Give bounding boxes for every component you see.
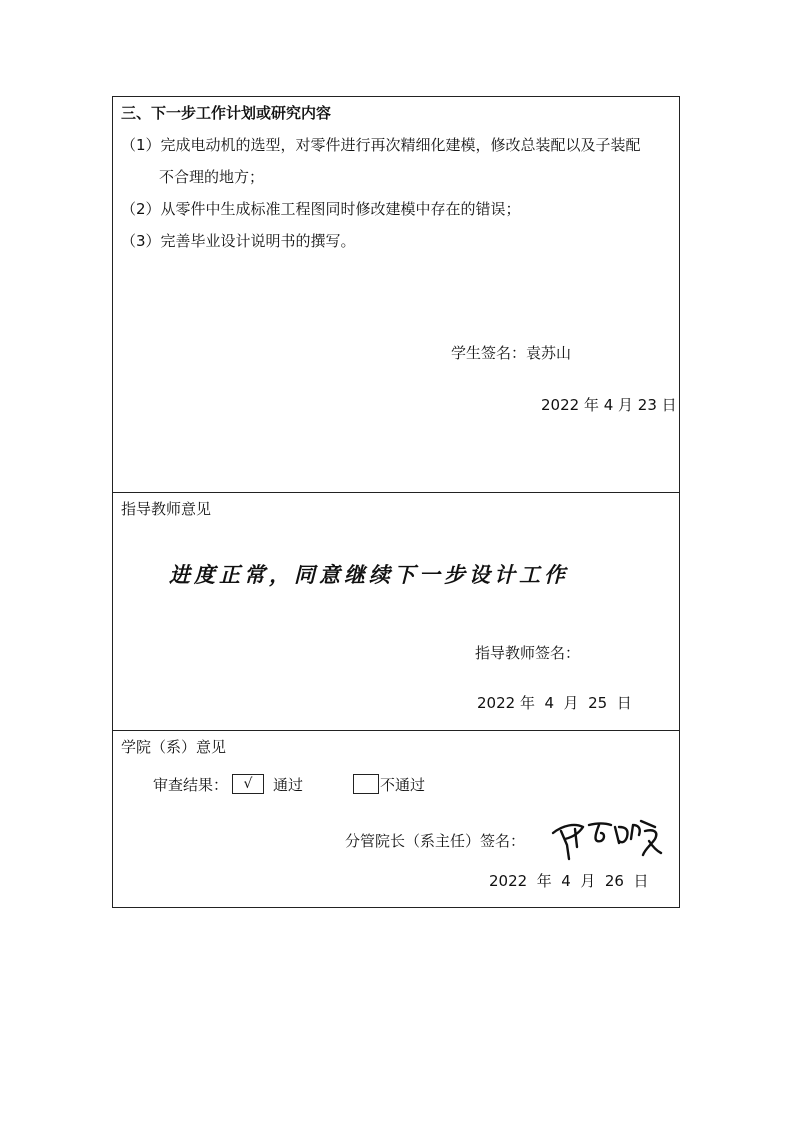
fail-checkbox[interactable] [353, 774, 379, 794]
plan-item: 不合理的地方； [159, 168, 265, 186]
pass-checkbox[interactable]: √ [232, 774, 264, 794]
advisor-opinion-section [113, 493, 679, 731]
advisor-signature-label: 指导教师签名： [475, 644, 581, 662]
student-signature: 学生签名：袁苏山 [451, 344, 572, 362]
student-date: 2022 年 4 月 23 日 [541, 396, 677, 414]
section-title: 三、下一步工作计划或研究内容 [121, 104, 332, 122]
college-opinion-section [113, 731, 679, 907]
pass-label: 通过 [273, 776, 304, 794]
dean-signature-label: 分管院长（系主任）签名： [345, 832, 526, 850]
advisor-comment: 进度正常，同意继续下一步设计工作 [169, 562, 569, 587]
advisor-date: 2022 年 4 月 25 日 [477, 694, 632, 712]
section-title: 指导教师意见 [121, 500, 212, 518]
fail-label: 不通过 [380, 776, 426, 794]
next-step-plan-section [113, 97, 679, 493]
plan-item: （3）完善毕业设计说明书的撰写。 [121, 232, 356, 250]
dean-date: 2022 年 4 月 26 日 [489, 872, 649, 890]
dean-signature-image [549, 811, 669, 867]
progress-report-form [112, 96, 680, 908]
plan-item: （1）完成电动机的选型，对零件进行再次精细化建模，修改总装配以及子装配 [121, 136, 641, 154]
plan-item: （2）从零件中生成标准工程图同时修改建模中存在的错误； [121, 200, 521, 218]
section-title: 学院（系）意见 [121, 738, 227, 756]
review-result-label: 审查结果： [153, 776, 229, 794]
